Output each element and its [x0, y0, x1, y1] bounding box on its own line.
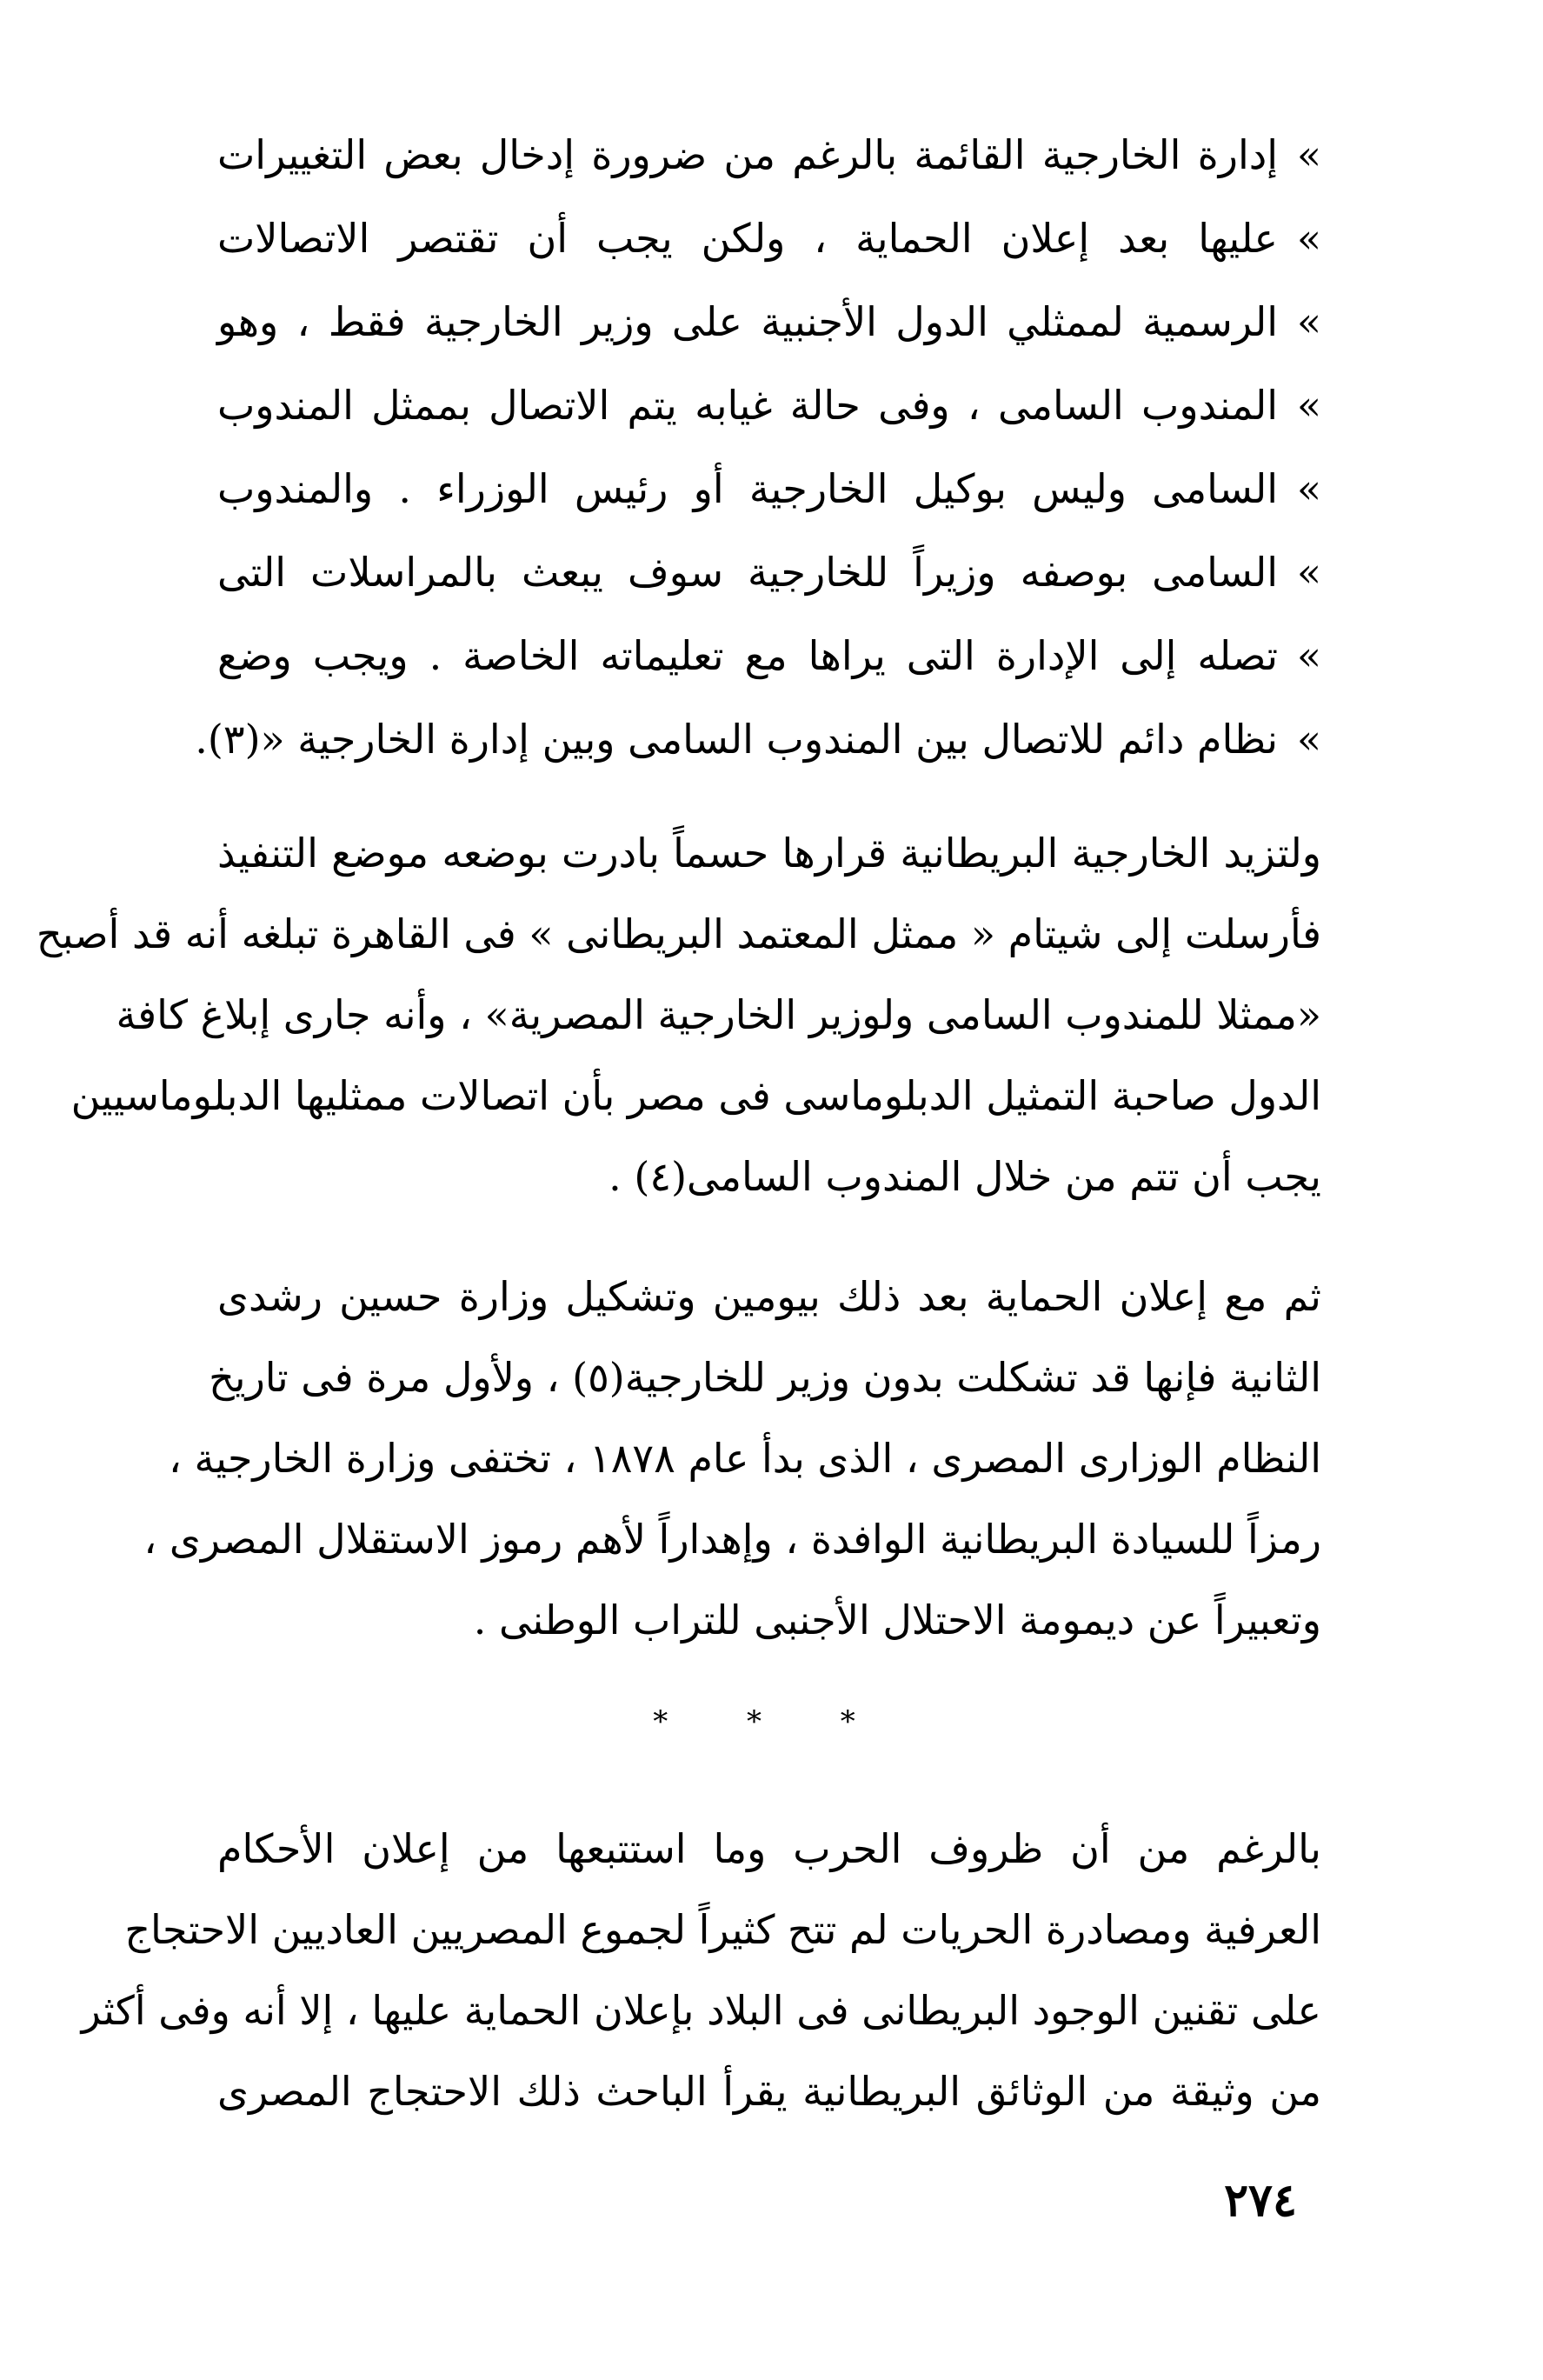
quote-mark: » [1296, 716, 1321, 763]
quote-mark: » [1296, 215, 1321, 262]
paragraph-line: ولتزيد الخارجية البريطانية قرارها حسماً بادرت بوضعه موضع التنفيذ [217, 830, 1321, 877]
paragraph-line: «ممثلا للمندوب السامى ولوزير الخارجية المصرية» ، وأنه جارى إبلاغ كافة [116, 991, 1321, 1038]
quoted-passage [195, 113, 1321, 781]
paragraph-line: الدول صاحبة التمثيل الدبلوماسى فى مصر بأن اتصالات ممثليها الدبلوماسيين [70, 1072, 1321, 1119]
quote-line-text: تصله إلى الإدارة التى يراها مع تعليماته الخاصة . ويجب وضع [217, 632, 1278, 679]
quote-line [217, 363, 1321, 447]
quote-line [217, 280, 1321, 363]
paragraph-line: النظام الوزارى المصرى ، الذى بدأ عام ١٨٧٨ ، تختفى وزارة الخارجية ، [168, 1435, 1321, 1482]
quote-mark: » [1296, 632, 1321, 679]
quote-line-text: نظام دائم للاتصال بين المندوب السامى وبين إدارة الخارجية «(٣). [195, 716, 1278, 763]
quote-mark: » [1296, 465, 1321, 512]
page-number: ٢٧٤ [1224, 2174, 1297, 2227]
quote-line-text: المندوب السامى ، وفى حالة غيابه يتم الاتصال بممثل المندوب [217, 382, 1278, 429]
paragraph-line: ثم مع إعلان الحماية بعد ذلك بيومين وتشكيل وزارة حسين رشدى [217, 1273, 1321, 1320]
quote-line [217, 113, 1321, 197]
paragraph-line: رمزاً للسيادة البريطانية الوافدة ، وإهداراً لأهم رموز الاستقلال المصرى ، [143, 1516, 1321, 1563]
quote-line [217, 447, 1321, 530]
quote-line [195, 697, 1321, 781]
quote-line [217, 197, 1321, 280]
paragraph-line: بالرغم من أن ظروف الحرب وما استتبعها من إعلان الأحكام [217, 1825, 1321, 1872]
paragraph-line: وتعبيراً عن ديمومة الاحتلال الأجنبى للتراب الوطنى . [473, 1597, 1321, 1643]
quote-line-text: السامى وليس بوكيل الخارجية أو رئيس الوزراء . والمندوب [217, 465, 1278, 512]
quote-mark: » [1296, 131, 1321, 178]
paragraph-line: على تقنين الوجود البريطانى فى البلاد بإعلان الحماية عليها ، إلا أنه وفى أكثر [81, 1987, 1321, 2034]
paragraph-line: يجب أن تتم من خلال المندوب السامى(٤) . [609, 1153, 1321, 1200]
quote-line [217, 530, 1321, 614]
paragraph-line: من وثيقة من الوثائق البريطانية يقرأ الباحث ذلك الاحتجاج المصرى [217, 2068, 1322, 2115]
quote-line-text: السامى بوصفه وزيراً للخارجية سوف يبعث بالمراسلات التى [217, 549, 1278, 596]
quote-line-text: إدارة الخارجية القائمة بالرغم من ضرورة إدخال بعض التغييرات [217, 131, 1278, 178]
paragraph-line: الثانية فإنها قد تشكلت بدون وزير للخارجية(٥) ، ولأول مرة فى تاريخ [209, 1354, 1321, 1401]
quote-line [217, 614, 1321, 697]
quote-mark: » [1296, 298, 1321, 345]
paragraph-line: فأرسلت إلى شيتام « ممثل المعتمد البريطانى » فى القاهرة تبلغه أنه قد أصبح [36, 910, 1321, 957]
quote-line-text: عليها بعد إعلان الحماية ، ولكن يجب أن تقتصر الاتصالات [217, 215, 1278, 262]
paragraph-line: العرفية ومصادرة الحريات لم تتح كثيراً لجموع المصريين العاديين الاحتجاج [124, 1906, 1321, 1953]
paragraph-rushdi-ministry [143, 1257, 1321, 1661]
quote-line-text: الرسمية لممثلي الدول الأجنبية على وزير الخارجية فقط ، وهو [217, 298, 1278, 345]
quote-mark: » [1296, 549, 1321, 596]
section-divider: * * * [653, 1704, 890, 1739]
paragraph-foreign-office-decision [36, 813, 1321, 1217]
paragraph-protest [81, 1809, 1322, 2132]
quote-mark: » [1296, 382, 1321, 429]
